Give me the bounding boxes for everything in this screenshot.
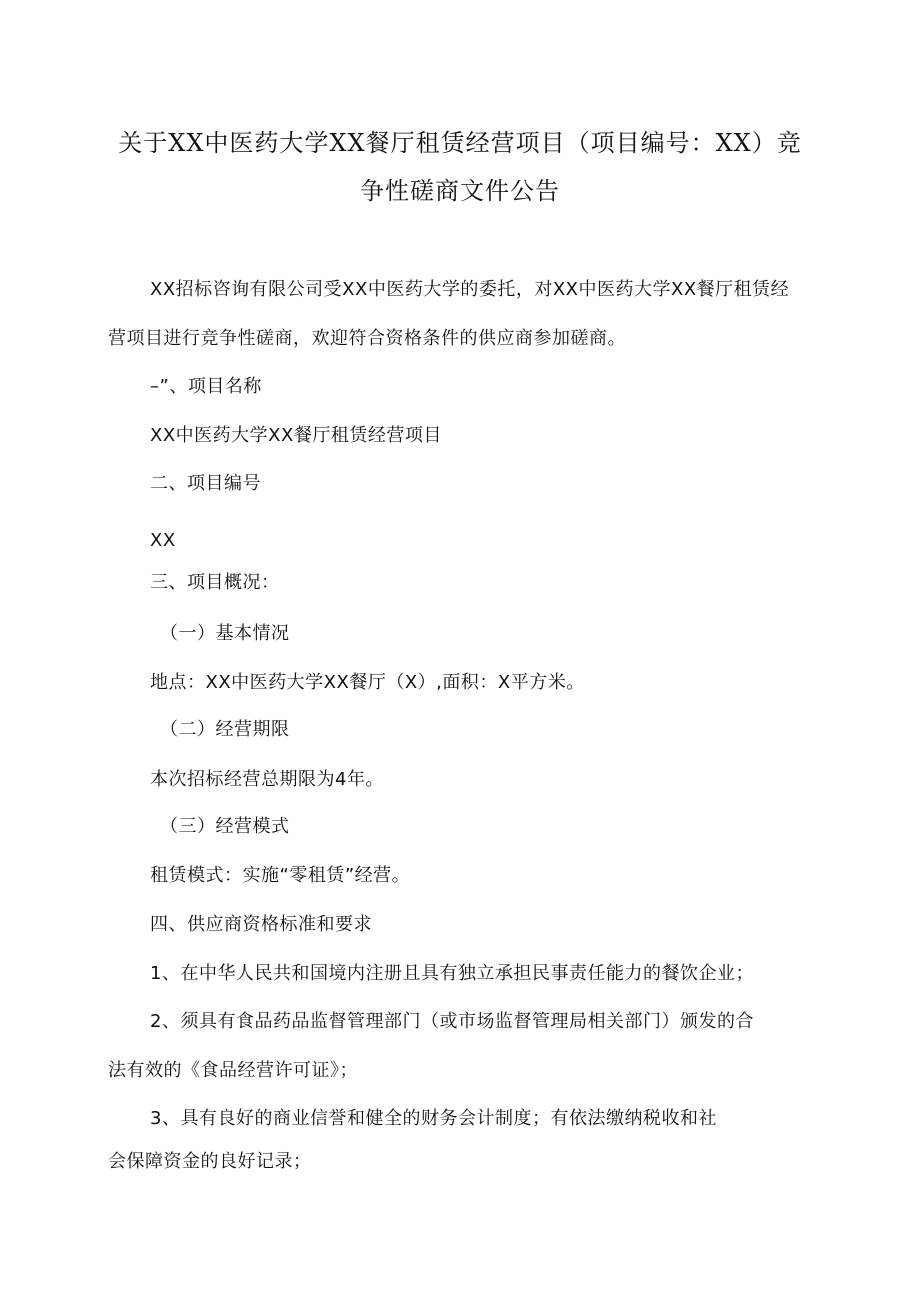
- intro-line-2: 营项目进行竞争性磋商，欢迎符合资格条件的供应商参加磋商。: [108, 328, 626, 349]
- section-3-heading: 三、项目概况：: [150, 572, 280, 593]
- subsection-3-2-heading: （二）经营期限: [160, 719, 290, 740]
- mode-text: 租赁模式：实施“零租赁”经营。: [150, 865, 411, 886]
- location-text: 地点：XX中医药大学XX餐厅（X）,面积：X平方米。: [150, 672, 585, 693]
- requirement-3-line-1: 3、具有良好的商业信誉和健全的财务会计制度；有依法缴纳税收和社: [150, 1108, 717, 1129]
- requirement-3-line-2: 会保障资金的良好记录；: [108, 1151, 312, 1172]
- requirement-1: 1、在中华人民共和国境内注册且具有独立承担民事责任能力的餐饮企业；: [150, 963, 754, 984]
- subsection-3-1-heading: （一）基本情况: [160, 623, 290, 644]
- term-text: 本次招标经营总期限为4年。: [150, 769, 384, 790]
- requirement-2-line-1: 2、须具有食品药品监督管理部门（或市场监督管理局相关部门）颁发的合: [150, 1011, 754, 1032]
- subsection-3-3-heading: （三）经营模式: [160, 816, 290, 837]
- project-number-value: XX: [150, 530, 176, 551]
- document-title-line-1: 关于XX中医药大学XX餐厅租赁经营项目（项目编号：XX）竞: [118, 129, 802, 157]
- project-name-value: XX中医药大学XX餐厅租赁经营项目: [150, 425, 442, 446]
- section-1-heading: –”、项目名称: [150, 376, 262, 397]
- requirement-2-line-2: 法有效的《食品经营许可证》；: [108, 1060, 358, 1081]
- intro-line-1: XX招标咨询有限公司受XX中医药大学的委托，对XX中医药大学XX餐厅租赁经: [150, 279, 790, 300]
- section-4-heading: 四、供应商资格标准和要求: [150, 914, 372, 935]
- section-2-heading: 二、项目编号: [150, 473, 261, 494]
- document-title-line-2: 争性磋商文件公告: [360, 177, 560, 205]
